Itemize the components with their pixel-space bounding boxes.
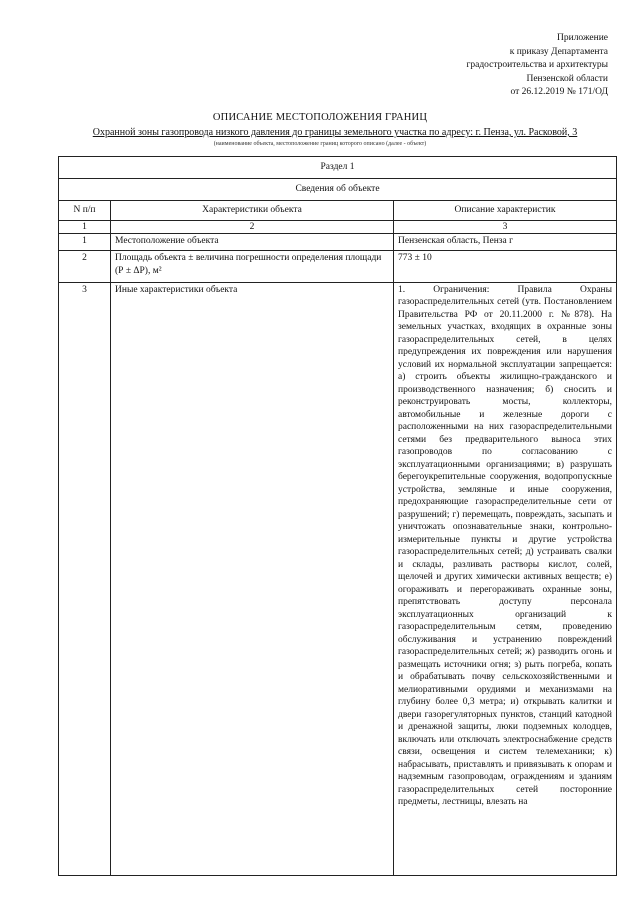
approval-line: Пензенской области: [526, 73, 608, 84]
row-number: 3: [59, 282, 111, 875]
document-title: ОПИСАНИЕ МЕСТОПОЛОЖЕНИЯ ГРАНИЦ: [212, 112, 428, 123]
approval-line: Приложение: [557, 33, 608, 43]
row-number: 2: [59, 251, 111, 282]
column-number: 3: [394, 221, 617, 234]
approval-line: к приказу Департамента: [509, 46, 608, 57]
characteristics-table: [58, 156, 617, 876]
column-number-row: [59, 221, 617, 234]
row-characteristic: Местоположение объекта: [111, 234, 394, 251]
table-row: [59, 234, 617, 251]
row-characteristic: Иные характеристики объекта: [111, 282, 394, 875]
section-row: [59, 157, 617, 179]
column-number: 1: [59, 221, 111, 234]
approval-block: [368, 32, 608, 100]
row-characteristic: Площадь объекта ± величина погрешности определения площади (Р ± ΔР), м²: [111, 251, 394, 282]
table-row: [59, 282, 617, 875]
row-description: 773 ± 10: [394, 251, 617, 282]
header-number: N п/п: [59, 201, 111, 221]
object-name: Охранной зоны газопровода низкого давления до границы земельного участка по адресу: г. Пенза, ул. Расковой, 3: [92, 127, 578, 138]
approval-line: от 26.12.2019 № 171/ОД: [510, 87, 608, 97]
approval-line: градостроительства и архитектуры: [466, 60, 608, 70]
row-description: Пензенская область, Пенза г: [394, 234, 617, 251]
table-row: [59, 251, 617, 282]
subsection-title: Сведения об объекте: [59, 179, 617, 201]
row-number: 1: [59, 234, 111, 251]
subsection-row: [59, 179, 617, 201]
section-title: Раздел 1: [59, 157, 617, 179]
header-characteristic: Характеристики объекта: [111, 201, 394, 221]
row-description: 1. Ограничения: Правила Охраны газораспределительных сетей (утв. Постановлением Правительства РФ от 20.11.2000 г. №878). На земельных участках, входящих в охранные зоны газораспределительных сетей, в целях предупреждения их повреждения или нарушения условий их нормальной эксплуатации запрещается: а) строить объекты жилищно-гражданского и производственного назначения; б) сносить и реконструировать мосты, коллекторы, автомобильные и железные дороги с расположенными на них газораспределительными сетями без предварительного выноса этих газопроводов по согласованию с эксплуатационными организациями; в) разрушать берегоукрепительные сооружения, водопропускные устройства, земляные и иные сооружения, предохраняющие газораспределительные сети от разрушений; г) перемещать, повреждать, засыпать и уничтожать опознавательные знаки, контрольно-измерительные пункты и другие устройства газораспределительных сетей; д) устраивать свалки и склады, разливать растворы кислот, солей, щелочей и других химически активных веществ; е) огораживать и перегораживать охранные зоны, препятствовать доступу персонала эксплуатационных организаций к газораспределительным сетям, проведению обслуживания и устранению повреждений газораспределительных сетей; ж) разводить огонь и размещать источники огня; з) рыть погреба, копать и обрабатывать почву сельскохозяйственными и мелиоративными орудиями и механизмами на глубину более 0,3 метра; и) открывать калитки и двери газорегуляторных пунктов, станций катодной и дренажной защиты, люки подземных колодцев, включать или отключать электроснабжение средств связи, освещения и систем телемеханики; к) набрасывать, приставлять и привязывать к опорам и надземным газопроводам, ограждениям и зданиям газораспределительных сетей посторонние предметы, лестницы, влезать на: [394, 282, 617, 875]
column-number: 2: [111, 221, 394, 234]
header-row: [59, 201, 617, 221]
object-name-hint: (наименование объекта, местоположение границ которого описано (далее - объект): [213, 141, 427, 147]
header-description: Описание характеристик: [394, 201, 617, 221]
